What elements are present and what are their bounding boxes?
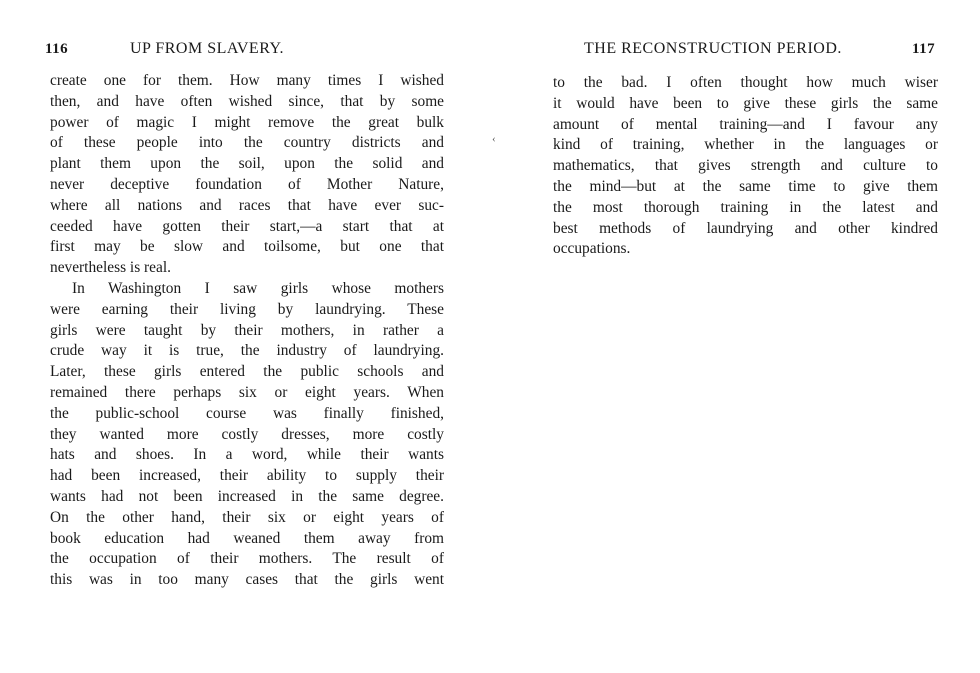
text-line: never deceptive foundation of Mother Nature, [50, 175, 444, 193]
right-body-text [553, 73, 938, 260]
text-line: the occupation of their mothers. The result of [50, 550, 444, 568]
text-line: the mind—but at the same time to give them [553, 177, 938, 195]
text-line: crude way it is true, the industry of laundrying. [50, 342, 444, 360]
text-line: then, and have often wished since, that by some [50, 92, 444, 110]
text-line: remained there perhaps six or eight years. When [50, 383, 444, 401]
text-line: of these people into the country districts and [50, 134, 444, 152]
text-line: nevertheless is real. [50, 259, 171, 277]
text-line: they wanted more costly dresses, more costly [50, 425, 444, 443]
text-line: had been increased, their ability to supply their [50, 467, 444, 485]
text-line: girls were taught by their mothers, in rather a [50, 321, 444, 339]
paragraph-start-line: In Washington I saw girls whose mothers [72, 279, 444, 297]
text-line: book education had weaned them away from [50, 529, 444, 547]
left-page-number: 116 [45, 41, 69, 57]
right-running-title: THE RECONSTRUCTION PERIOD. [584, 40, 842, 57]
scan-speck-icon: ‹ [492, 133, 496, 145]
text-line: hats and shoes. In a word, while their wants [50, 446, 444, 464]
text-line: amount of mental training—and I favour any [553, 115, 938, 133]
text-line: it would have been to give these girls the same [553, 94, 938, 112]
text-line: this was in too many cases that the girls went [50, 571, 444, 589]
text-line: wants had not been increased in the same degree. [50, 487, 444, 505]
text-line: best methods of laundrying and other kindred [553, 219, 938, 237]
text-line: were earning their living by laundrying. These [50, 300, 444, 318]
text-line: Later, these girls entered the public schools and [50, 363, 444, 381]
text-line: the most thorough training in the latest and [553, 198, 938, 216]
text-line: kind of training, whether in the languages or [553, 136, 938, 154]
left-running-title: UP FROM SLAVERY. [130, 40, 284, 57]
text-line: ceeded have gotten their start,—a start that at [50, 217, 444, 235]
text-line: power of magic I might remove the great bulk [50, 113, 444, 131]
right-page-number: 117 [912, 41, 936, 57]
text-line: first may be slow and toilsome, but one that [50, 238, 444, 256]
text-line: On the other hand, their six or eight years of [50, 508, 444, 526]
text-line: occupations. [553, 240, 631, 258]
text-line: the public-school course was finally finished, [50, 404, 444, 422]
left-body-text [50, 71, 444, 591]
text-line: mathematics, that gives strength and culture to [553, 157, 938, 175]
text-line: plant them upon the soil, upon the solid and [50, 155, 444, 173]
right-page [490, 0, 980, 673]
text-line: create one for them. How many times I wished [50, 72, 444, 89]
text-line: to the bad. I often thought how much wiser [553, 74, 938, 91]
text-line: where all nations and races that have ever suc- [50, 196, 444, 214]
